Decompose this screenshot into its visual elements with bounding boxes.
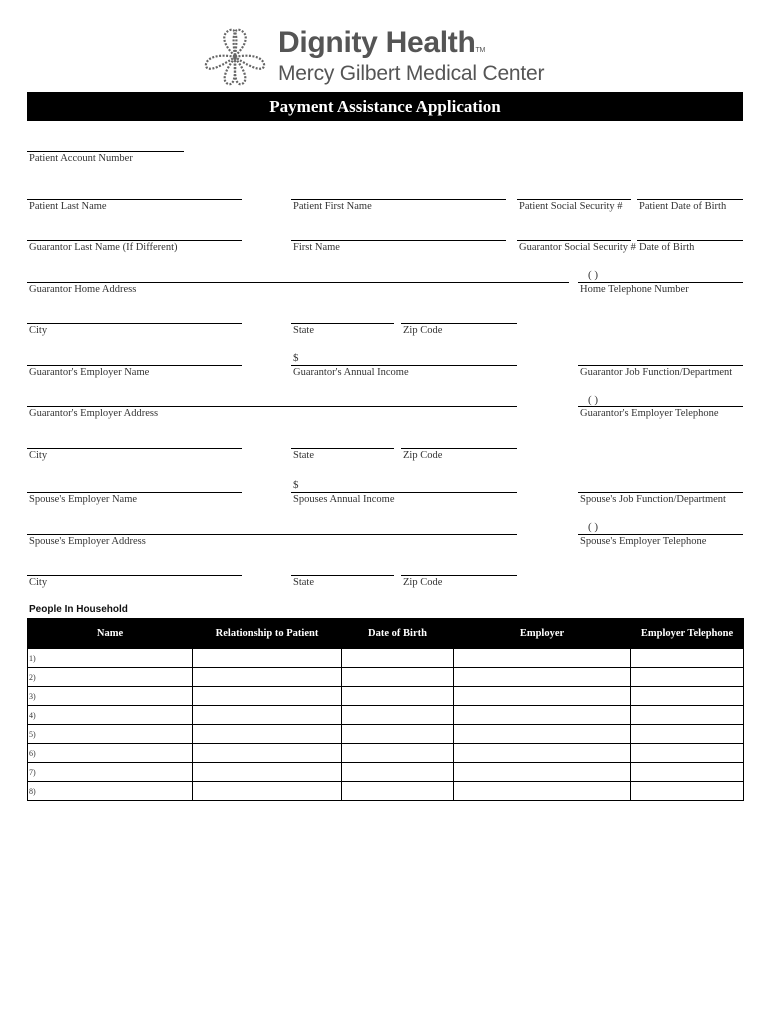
- employer-telephone-cell[interactable]: [631, 668, 744, 687]
- patient-dob-label: Patient Date of Birth: [639, 201, 727, 212]
- form-title: Payment Assistance Application: [27, 92, 743, 121]
- guarantor-employer-telephone-field[interactable]: [578, 406, 743, 407]
- table-row: [28, 763, 744, 782]
- guarantor-job-label: Guarantor Job Function/Department: [580, 367, 733, 378]
- patient-account-number-field[interactable]: [27, 151, 184, 152]
- spouse-employer-name-label: Spouse's Employer Name: [29, 494, 138, 505]
- guarantor-last-name-field[interactable]: [27, 240, 242, 241]
- name-cell[interactable]: 6): [28, 744, 193, 763]
- relationship-cell[interactable]: [193, 668, 342, 687]
- employer-telephone-cell[interactable]: [631, 649, 744, 668]
- spouse-employer-telephone-field[interactable]: [578, 534, 743, 535]
- name-cell[interactable]: 1): [28, 649, 193, 668]
- home-telephone-label: Home Telephone Number: [580, 284, 689, 295]
- dob-cell[interactable]: [342, 649, 454, 668]
- patient-account-number-label: Patient Account Number: [29, 153, 133, 164]
- employer-telephone-cell[interactable]: [631, 744, 744, 763]
- dignity-star-icon: [200, 26, 270, 88]
- state-label-1: State: [293, 325, 314, 336]
- patient-ssn-field[interactable]: [517, 199, 631, 200]
- spouse-employer-telephone-label: Spouse's Employer Telephone: [580, 536, 707, 547]
- guarantor-annual-income-label: Guarantor's Annual Income: [293, 367, 409, 378]
- patient-ssn-label: Patient Social Security #: [519, 201, 623, 212]
- state-field-1[interactable]: [291, 323, 394, 324]
- employer-cell[interactable]: [454, 649, 631, 668]
- employer-cell[interactable]: [454, 763, 631, 782]
- employer-cell[interactable]: [454, 706, 631, 725]
- employer-cell[interactable]: [454, 725, 631, 744]
- household-table: [27, 618, 744, 801]
- relationship-cell[interactable]: [193, 763, 342, 782]
- state-label-3: State: [293, 577, 314, 588]
- employer-telephone-cell[interactable]: [631, 687, 744, 706]
- dob-cell[interactable]: [342, 668, 454, 687]
- table-row: [28, 687, 744, 706]
- name-cell[interactable]: 8): [28, 782, 193, 801]
- patient-dob-field[interactable]: [637, 199, 743, 200]
- dob-cell[interactable]: [342, 782, 454, 801]
- employer-cell[interactable]: [454, 687, 631, 706]
- spouse-employer-address-field[interactable]: [27, 534, 517, 535]
- spouse-job-field[interactable]: [578, 492, 743, 493]
- table-row: [28, 744, 744, 763]
- guarantor-employer-name-field[interactable]: [27, 365, 242, 366]
- spouse-income-currency: $: [293, 479, 299, 491]
- city-label-2: City: [29, 450, 48, 461]
- state-field-3[interactable]: [291, 575, 394, 576]
- spouse-annual-income-label: Spouses Annual Income: [293, 494, 395, 505]
- spouse-job-label: Spouse's Job Function/Department: [580, 494, 726, 505]
- dob-cell[interactable]: [342, 706, 454, 725]
- guarantor-employer-telephone-label: Guarantor's Employer Telephone: [580, 408, 719, 419]
- guarantor-employer-address-label: Guarantor's Employer Address: [29, 408, 159, 419]
- zip-label-2: Zip Code: [403, 450, 443, 461]
- dob-cell[interactable]: [342, 687, 454, 706]
- guarantor-last-name-label: Guarantor Last Name (If Different): [29, 242, 178, 253]
- relationship-cell[interactable]: [193, 649, 342, 668]
- column-header-relationship: Relationship to Patient: [193, 619, 342, 649]
- patient-last-name-label: Patient Last Name: [29, 201, 107, 212]
- name-cell[interactable]: 3): [28, 687, 193, 706]
- column-header-employer-telephone: Employer Telephone: [631, 619, 744, 649]
- relationship-cell[interactable]: [193, 687, 342, 706]
- guarantor-annual-income-field[interactable]: [291, 365, 517, 366]
- home-telephone-area-code: ( ): [588, 269, 599, 281]
- guarantor-dob-field[interactable]: [637, 240, 743, 241]
- home-telephone-field[interactable]: [578, 282, 743, 283]
- spouse-employer-name-field[interactable]: [27, 492, 242, 493]
- dignity-health-logo: [200, 26, 545, 88]
- employer-telephone-cell[interactable]: [631, 725, 744, 744]
- relationship-cell[interactable]: [193, 744, 342, 763]
- table-row: [28, 782, 744, 801]
- spouse-employer-telephone-area-code: ( ): [588, 521, 599, 533]
- city-field-1[interactable]: [27, 323, 242, 324]
- guarantor-dob-label: Date of Birth: [639, 242, 695, 253]
- table-row: [28, 649, 744, 668]
- zip-label-3: Zip Code: [403, 577, 443, 588]
- brand-name: Dignity HealthTM: [278, 26, 485, 59]
- relationship-cell[interactable]: [193, 782, 342, 801]
- patient-first-name-label: Patient First Name: [293, 201, 372, 212]
- table-row: [28, 725, 744, 744]
- city-label-3: City: [29, 577, 48, 588]
- employer-cell[interactable]: [454, 782, 631, 801]
- guarantor-ssn-label: Guarantor Social Security #: [519, 242, 636, 253]
- dob-cell[interactable]: [342, 725, 454, 744]
- guarantor-ssn-field[interactable]: [517, 240, 631, 241]
- column-header-employer: Employer: [454, 619, 631, 649]
- guarantor-employer-address-field[interactable]: [27, 406, 517, 407]
- guarantor-first-name-label: First Name: [293, 242, 340, 253]
- city-label-1: City: [29, 325, 48, 336]
- employer-cell[interactable]: [454, 668, 631, 687]
- guarantor-first-name-field[interactable]: [291, 240, 506, 241]
- guarantor-income-currency: $: [293, 352, 299, 364]
- column-header-dob: Date of Birth: [342, 619, 454, 649]
- name-cell[interactable]: 5): [28, 725, 193, 744]
- employer-cell[interactable]: [454, 744, 631, 763]
- facility-name: Mercy Gilbert Medical Center: [278, 62, 545, 85]
- relationship-cell[interactable]: [193, 725, 342, 744]
- dob-cell[interactable]: [342, 763, 454, 782]
- zip-field-3[interactable]: [401, 575, 517, 576]
- patient-last-name-field[interactable]: [27, 199, 242, 200]
- table-row: [28, 668, 744, 687]
- employer-telephone-cell[interactable]: [631, 782, 744, 801]
- household-header-row: [28, 619, 744, 649]
- name-cell[interactable]: 4): [28, 706, 193, 725]
- dob-cell[interactable]: [342, 744, 454, 763]
- guarantor-home-address-label: Guarantor Home Address: [29, 284, 137, 295]
- employer-telephone-cell[interactable]: [631, 706, 744, 725]
- guarantor-employer-name-label: Guarantor's Employer Name: [29, 367, 150, 378]
- column-header-name: Name: [28, 619, 193, 649]
- patient-first-name-field[interactable]: [291, 199, 506, 200]
- name-cell[interactable]: 2): [28, 668, 193, 687]
- guarantor-home-address-field[interactable]: [27, 282, 569, 283]
- state-field-2[interactable]: [291, 448, 394, 449]
- zip-field-2[interactable]: [401, 448, 517, 449]
- city-field-2[interactable]: [27, 448, 242, 449]
- household-section-title: People In Household: [29, 604, 128, 615]
- zip-field-1[interactable]: [401, 323, 517, 324]
- table-row: [28, 706, 744, 725]
- guarantor-employer-telephone-area-code: ( ): [588, 394, 599, 406]
- employer-telephone-cell[interactable]: [631, 763, 744, 782]
- spouse-employer-address-label: Spouse's Employer Address: [29, 536, 146, 547]
- name-cell[interactable]: 7): [28, 763, 193, 782]
- spouse-annual-income-field[interactable]: [291, 492, 517, 493]
- city-field-3[interactable]: [27, 575, 242, 576]
- state-label-2: State: [293, 450, 314, 461]
- guarantor-job-field[interactable]: [578, 365, 743, 366]
- zip-label-1: Zip Code: [403, 325, 443, 336]
- relationship-cell[interactable]: [193, 706, 342, 725]
